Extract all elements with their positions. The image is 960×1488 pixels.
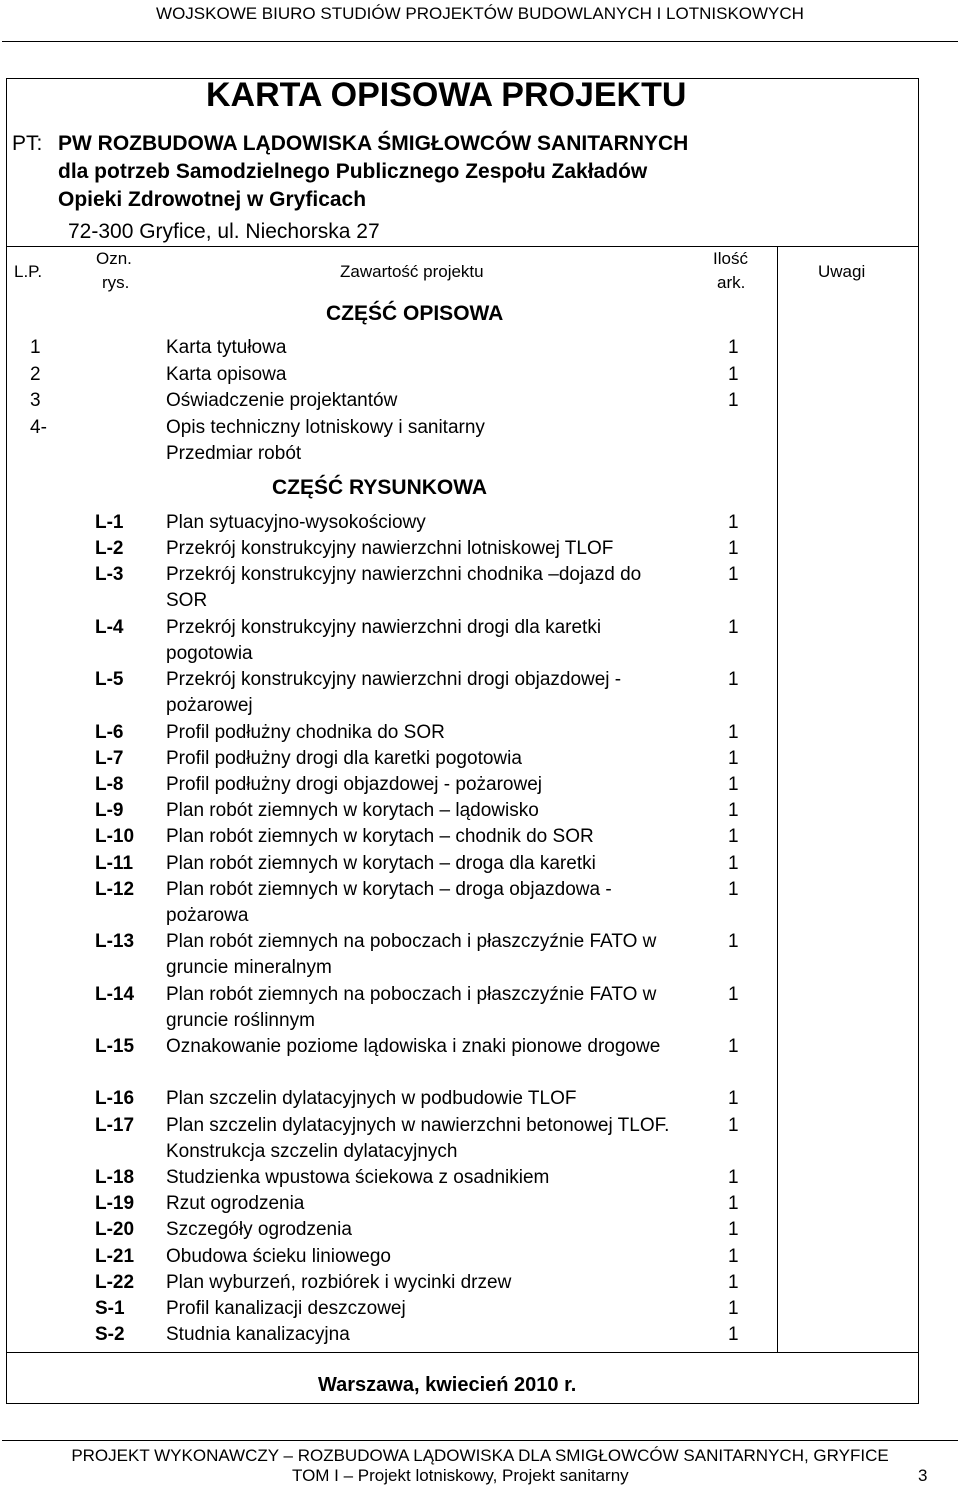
list-item [0,1244,780,1270]
drawing-description: Profil podłużny drogi dla karetki pogotowia [166,747,522,769]
drawing-qty: 1 [728,564,739,586]
row-desc: Opis techniczny lotniskowy i sanitarny [166,417,485,438]
drawing-qty: 1 [728,538,739,560]
list-item [0,798,780,824]
row-desc: Karta opisowa [166,364,287,385]
drawing-code: L-12 [95,878,135,900]
project-line-1: PW ROZBUDOWA LĄDOWISKA ŚMIGŁOWCÓW SANITARNYCH [58,132,689,155]
drawing-description: Profil podłużny chodnika do SOR [166,721,445,743]
drawing-code: L-17 [95,1114,135,1136]
drawing-code: S-1 [95,1298,125,1319]
drawing-qty: 1 [728,931,739,953]
footer-rule [2,1440,958,1441]
drawing-qty: 1 [728,747,739,769]
drawing-qty: 1 [728,1193,739,1215]
row-lp: 1 [30,337,41,358]
row-lp: 2 [30,364,41,385]
drawing-qty: 1 [728,800,739,822]
list-item [0,510,780,536]
list-item [0,388,780,414]
header-rule [2,41,958,42]
drawing-code: L-10 [95,826,135,848]
drawing-code: L-13 [95,931,135,953]
drawing-description: Obudowa ścieku liniowego [166,1245,391,1267]
drawing-description: Studzienka wpustowa ściekowa z osadnikiem [166,1167,550,1188]
pt-label: PT: [12,132,43,155]
drawing-description: Plan szczelin dylatacyjnych w nawierzchni betonowej TLOF. Konstrukcja szczelin dylatacyjnych [166,1114,670,1162]
list-item [0,441,780,467]
list-item [0,772,780,798]
drawing-qty: 1 [728,826,739,848]
col-header-ozn-1: Ozn. [96,249,132,268]
row-desc: Karta tytułowa [166,337,287,358]
drawing-qty: 1 [728,512,739,533]
list-item [0,615,780,667]
list-item [0,982,780,1034]
drawing-code: L-7 [95,747,124,769]
place-date: Warszawa, kwiecień 2010 r. [318,1374,577,1396]
drawing-description: Szczegóły ogrodzenia [166,1219,352,1241]
list-item [0,562,780,614]
col-header-qty-1: Ilość [713,249,748,268]
list-item [0,1191,780,1217]
drawing-qty: 1 [728,1271,739,1293]
footer-line-1: PROJEKT WYKONAWCZY – ROZBUDOWA LĄDOWISKA DLA SMIGŁOWCÓW SANITARNYCH, GRYFICE [71,1446,889,1465]
drawing-description: Plan wyburzeń, rozbiórek i wycinki drzew [166,1271,512,1293]
row-desc: Oświadczenie projektantów [166,390,398,411]
drawing-code: L-21 [95,1245,135,1267]
drawing-description: Plan robót ziemnych w korytach – droga objazdowa - pożarowa [166,878,612,926]
list-item [0,362,780,388]
list-item [0,335,780,361]
project-line-3: Opieki Zdrowotnej w Gryficach [58,188,367,211]
row-qty: 1 [728,337,739,358]
drawing-description: Przekrój konstrukcyjny nawierzchni chodnika –dojazd do SOR [166,564,642,612]
drawing-code: L-9 [95,800,124,822]
drawing-code: L-18 [95,1167,135,1188]
drawing-description: Oznakowanie poziome lądowiska i znaki pionowe drogowe [166,1036,661,1057]
drawing-qty: 1 [728,669,739,691]
drawing-code: L-2 [95,538,124,560]
list-item [0,536,780,562]
list-item [0,929,780,981]
table-bottom-rule [6,1352,919,1353]
drawing-qty: 1 [728,1036,739,1057]
drawing-qty: 1 [728,878,739,900]
list-item [0,851,780,877]
drawing-qty: 1 [728,1088,739,1110]
list-item [0,1322,780,1348]
row-qty: 1 [728,364,739,385]
drawing-description: Plan szczelin dylatacyjnych w podbudowie TLOF [166,1088,577,1110]
list-item [0,1165,780,1191]
drawing-description: Profil kanalizacji deszczowej [166,1298,406,1319]
drawing-code: L-14 [95,983,135,1005]
drawing-description: Plan robót ziemnych na poboczach i płaszczyźnie FATO w gruncie roślinnym [166,983,657,1031]
drawing-qty: 1 [728,1114,739,1136]
drawing-description: Plan robót ziemnych w korytach – lądowisko [166,800,539,822]
drawing-code: L-15 [95,1036,135,1057]
drawing-code: L-3 [95,564,124,586]
drawing-code: L-11 [95,852,134,874]
drawing-code: S-2 [95,1324,125,1346]
list-item [0,1296,780,1322]
drawing-qty: 1 [728,616,739,638]
drawing-code: L-8 [95,774,124,795]
drawing-qty: 1 [728,1298,739,1319]
section-heading-descriptive: CZĘŚĆ OPISOWA [326,302,504,325]
row-lp: 4- [30,417,47,438]
drawing-description: Plan robót ziemnych w korytach – chodnik do SOR [166,826,594,848]
drawing-code: L-6 [95,721,124,743]
drawing-qty: 1 [728,1219,739,1241]
drawing-description: Plan sytuacyjno-wysokościowy [166,512,426,533]
project-line-2: dla potrzeb Samodzielnego Publicznego Zespołu Zakładów [58,160,648,183]
drawing-description: Przekrój konstrukcyjny nawierzchni drogi dla karetki pogotowia [166,616,602,664]
row-lp: 3 [30,390,41,411]
drawing-qty: 1 [728,983,739,1005]
list-item [0,824,780,850]
table-header-top-rule [6,246,919,247]
drawing-description: Studnia kanalizacyjna [166,1324,350,1346]
list-item [0,877,780,929]
col-header-ozn-2: rys. [102,273,130,292]
drawing-qty: 1 [728,721,739,743]
list-item [0,1034,780,1086]
drawing-code: L-19 [95,1193,135,1215]
drawing-description: Przekrój konstrukcyjny nawierzchni lotniskowej TLOF [166,538,614,560]
list-item [0,1113,780,1165]
drawing-code: L-1 [95,512,124,533]
drawing-code: L-16 [95,1088,135,1110]
drawing-qty: 1 [728,852,739,874]
col-header-lp: L.P. [14,262,43,281]
page-header: WOJSKOWE BIURO STUDIÓW PROJEKTÓW BUDOWLANYCH I LOTNISKOWYCH [156,4,804,23]
section-heading-drawings: CZĘŚĆ RYSUNKOWA [272,476,488,499]
drawing-qty: 1 [728,1245,739,1267]
drawing-description: Przekrój konstrukcyjny nawierzchni drogi objazdowej - pożarowej [166,669,622,717]
drawing-code: L-4 [95,616,124,638]
row-qty: 1 [728,390,739,411]
list-item [0,1217,780,1243]
drawing-code: L-20 [95,1219,135,1241]
drawing-qty: 1 [728,1324,739,1346]
footer-line-2: TOM I – Projekt lotniskowy, Projekt sanitarny [292,1466,629,1485]
col-header-remarks: Uwagi [818,262,866,281]
row-desc: Przedmiar robót [166,443,302,464]
drawing-qty: 1 [728,774,739,795]
drawing-description: Plan robót ziemnych w korytach – droga dla karetki [166,852,596,874]
list-item [0,1270,780,1296]
list-item [0,746,780,772]
drawing-description: Plan robót ziemnych na poboczach i płaszczyźnie FATO w gruncie mineralnym [166,931,657,979]
drawing-code: L-22 [95,1271,135,1293]
list-item [0,1086,780,1112]
list-item [0,415,780,441]
page-number: 3 [918,1466,928,1485]
document-title: KARTA OPISOWA PROJEKTU [206,76,687,114]
col-header-content: Zawartość projektu [340,262,484,281]
list-item [0,720,780,746]
drawing-description: Rzut ogrodzenia [166,1193,305,1215]
list-item [0,667,780,719]
drawing-description: Profil podłużny drogi objazdowej - pożarowej [166,774,542,795]
col-header-qty-2: ark. [717,273,746,292]
drawing-code: L-5 [95,669,124,691]
drawing-qty: 1 [728,1167,739,1188]
project-address: 72-300 Gryfice, ul. Niechorska 27 [68,220,380,243]
